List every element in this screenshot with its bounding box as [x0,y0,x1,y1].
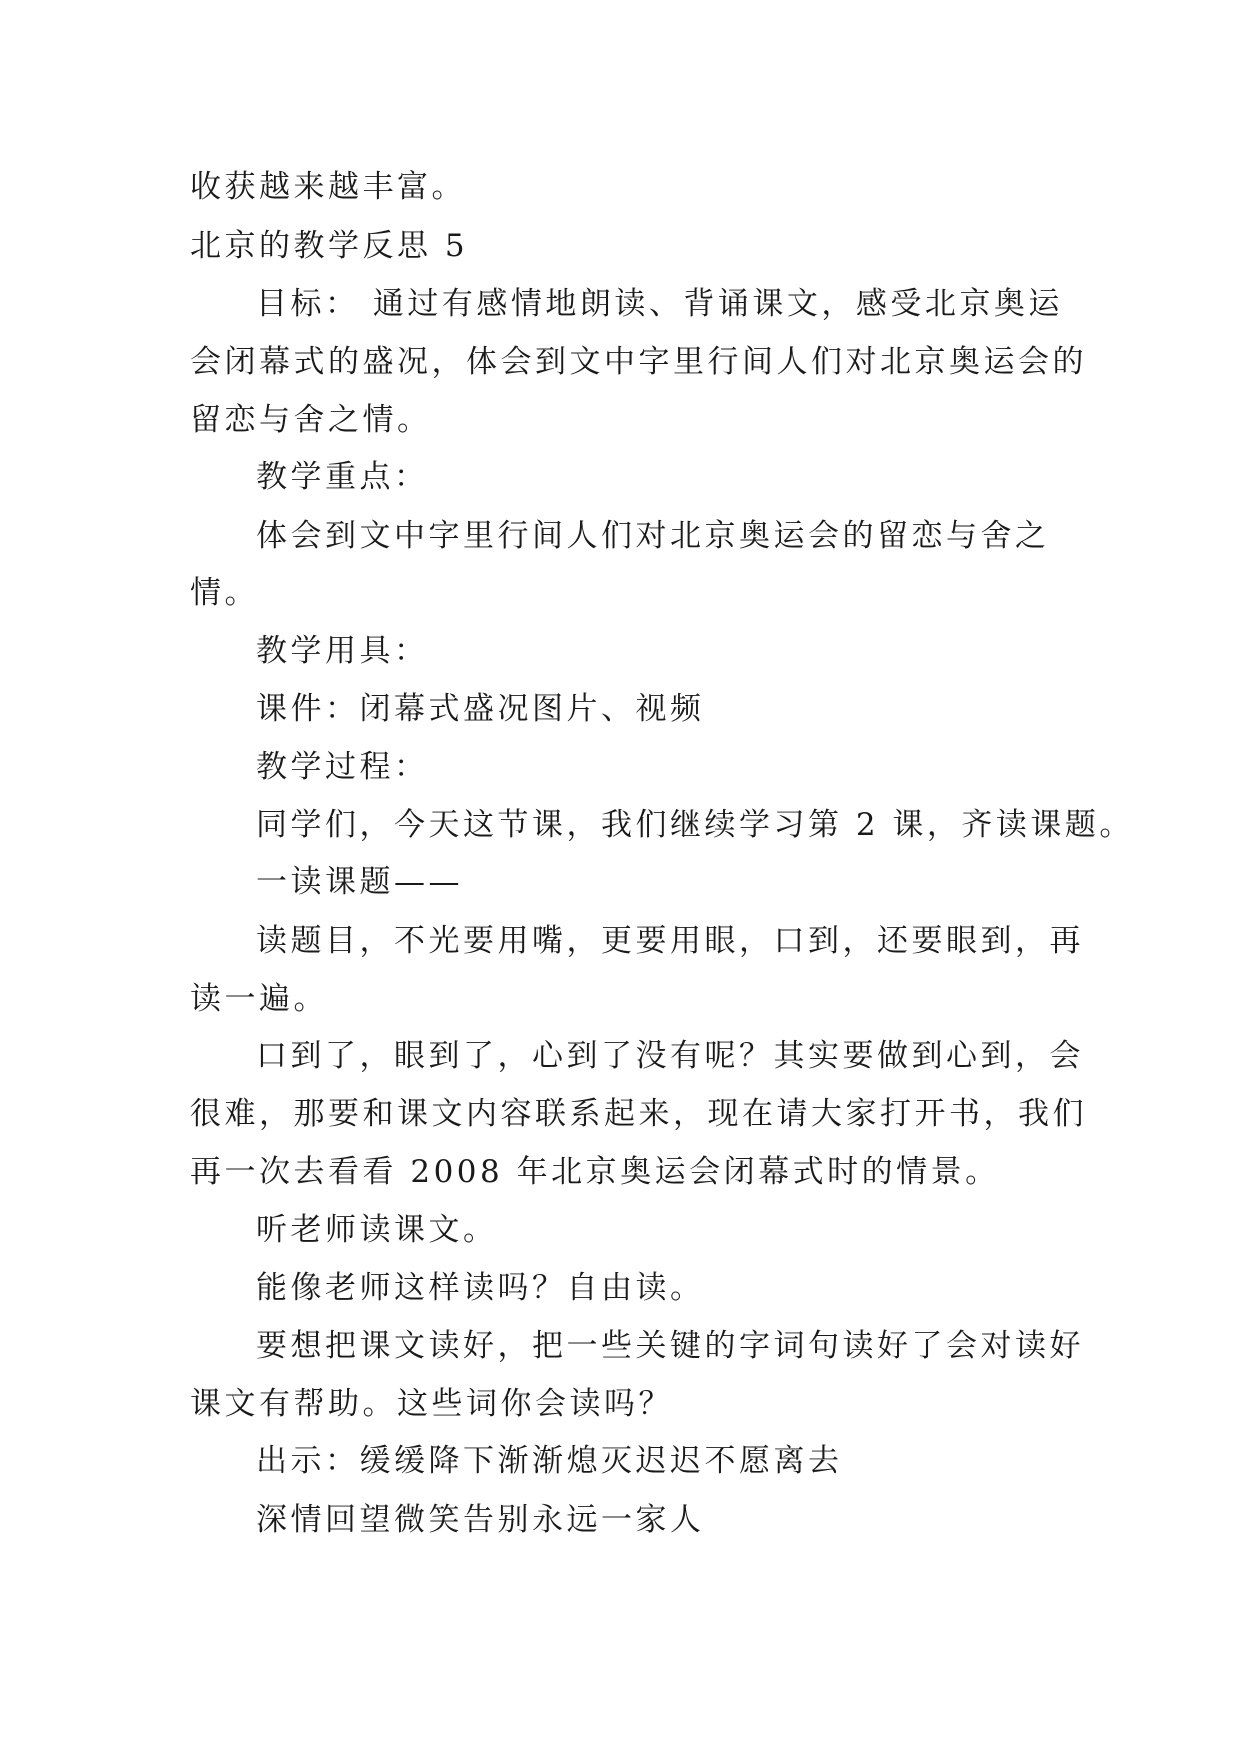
text-line: 读一遍。 [190,981,328,1017]
text-line: 同学们，今天这节课，我们继续学习第 2 课，齐读课题。 [256,807,1134,843]
text-line: 能像老师这样读吗？自由读。 [256,1270,705,1306]
text-line: 一读课题—— [256,864,463,900]
text-line: 教学过程： [256,749,429,785]
text-line: 目标： 通过有感情地朗读、背诵课文，感受北京奥运 [256,286,1063,322]
text-line: 教学用具： [256,633,429,669]
text-line: 留恋与舍之情。 [190,402,432,438]
text-line: 情。 [190,575,259,611]
text-line: 出示：缓缓降下渐渐熄灭迟迟不愿离去 [256,1443,843,1479]
text-line: 教学重点： [256,459,429,495]
text-line: 深情回望微笑告别永远一家人 [256,1502,705,1538]
text-line: 课件：闭幕式盛况图片、视频 [256,691,705,727]
text-line: 体会到文中字里行间人们对北京奥运会的留恋与舍之 [256,518,1050,554]
text-line: 读题目，不光要用嘴，更要用眼，口到，还要眼到，再 [256,923,1084,959]
text-line: 会闭幕式的盛况，体会到文中字里行间人们对北京奥运会的 [190,344,1087,380]
text-line: 再一次去看看 2008 年北京奥运会闭幕式时的情景。 [190,1154,1000,1190]
text-line: 课文有帮助。这些词你会读吗？ [190,1386,673,1422]
section-heading: 北京的教学反思 5 [190,228,469,264]
text-line: 要想把课文读好，把一些关键的字词句读好了会对读好 [256,1328,1084,1364]
text-line: 听老师读课文。 [256,1212,498,1248]
text-line: 收获越来越丰富。 [190,169,466,205]
text-line: 口到了，眼到了，心到了没有呢？其实要做到心到，会 [256,1038,1084,1074]
text-line: 很难，那要和课文内容联系起来，现在请大家打开书，我们 [190,1096,1087,1132]
